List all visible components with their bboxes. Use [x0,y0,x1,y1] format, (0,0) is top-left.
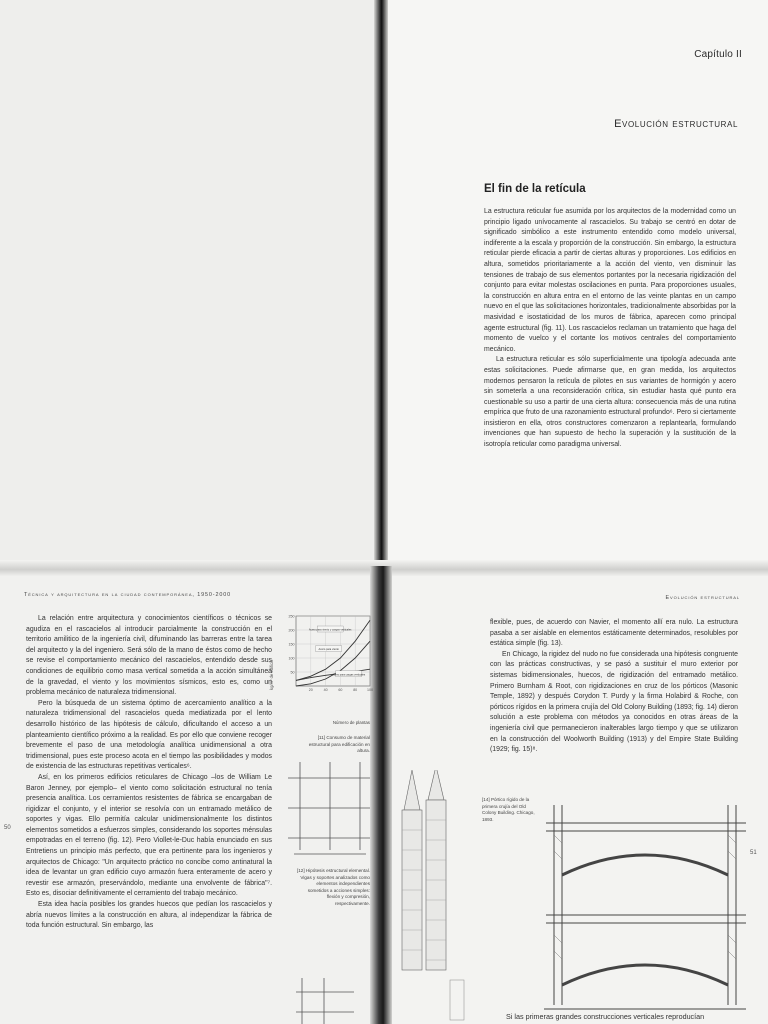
chapter-title: Evolución estructural [614,118,738,130]
running-head-right: Evolución estructural [665,595,740,601]
paragraph: La relación entre arquitectura y conocimientos científicos o técnicos se agudiza en el rascacielos al introducir parcialmente la construcción en el territorio amilitico de la ingeniería civil, difuminando las barreras entre la tarea del arquitecto y la del ingeniero. Será sólo de la mano de éstos como de hecho se revise el comportamiento mecánico del rascacielos, entendido desde sus condiciones de equilibrio como masa vertical sometida a la acción simultánea de la gravedad, el viento y los movimientos sísmicos, esto es, como un problema mecánico de naturaleza tridimensional. [26,615,272,697]
section-title: El fin de la retícula [484,183,586,195]
figure-13-diagram [284,972,370,1024]
y-tick-label: 250 [288,614,295,619]
figure-11-chart [282,612,374,704]
paragraph: Esta idea hacía posibles los grandes huecos que pedían los rascacielos y abría nuevos límites a la construcción en altura, al independizar la fábrica de toda función estructural. Sin embargo, las [26,901,272,930]
y-tick-label: 200 [288,628,295,633]
body-text-left [26,614,272,1024]
x-axis-label: Número de plantas [332,720,370,725]
paragraph: Así, en los primeros edificios reticulares de Chicago –los de William Le Baron Jenney, por ejemplo– el viento como solicitación estructural no tenía presencia analítica. Los cerramientos resistentes de fábrica se encargaban de rigidizar el conjunto, y el interior se resolvía con un entramado metálico de soportes y vigas. Ello permitía calcular unidimensionalmente los distintos elementos sometidos a esfuerzos simples, considerando los soportes ménsulas empotradas en el terreno (fig. 12). Pero Viollet-le-Duc había enunciado en sus Entretiens un principio más perfecto, que era pertinente para los ingenieros y arquitectos de Chicago: "Un arquitecto práctico no concibe como antinatural la idea de levantar un gran edificio cuyo armazón fuera enteramente de acero y revestir ese armazón, preservándolo, mediante una envolvente de fábrica"⁷. Esto es, disociar definitivamente el cerramiento del trabajo mecánico. [26,773,272,898]
x-tick-label: 80 [353,688,358,692]
body-text-top [484,207,736,451]
paragraph: flexible, pues, de acuerdo con Navier, el momento allí era nulo. La estructura pasaba a ser aislable en elementos estáticamente determinados, resolubles por estática simple (fig. 13). [490,619,738,648]
bottom-line-right: Si las primeras grandes construcciones verticales reproducían [506,1012,705,1021]
chapter-label: Capítulo II [694,49,742,60]
running-head-left: Técnica y arquitectura en la ciudad contemporánea, 1950-2000 [24,592,232,598]
body-text-right [490,618,738,756]
figure-12-frame-diagram [284,750,372,860]
book-gutter-top [374,0,388,566]
x-tick-label: 100 [367,688,373,692]
paragraph: La estructura reticular fue asumida por los arquitectos de la modernidad como un principio ligado unívocamente al rascacielos. Su trabajo se centró en dotar de significado simbólico a este instrumento entendido como modelo universal, indiferente a la escala y proporción de la construcción. Sin embargo, la estructura reticular pierde eficacia a partir de ciertas alturas y proporciones. Los edificios en altura, sometidos prioritariamente a la acción del viento, ven disminuir las tensiones de trabajo de sus elementos portantes por la necesaria rigidización del conjunto para evitar molestas oscilaciones en punta. Para proporciones usuales, la construcción en altura entra en el entorno de las veinte plantas en un campo nuevo en el que las solicitaciones horizontales, tradicionalmente absorbidas por la masividad e isostaticidad de los muros de fábrica, aparecen como principal agente estructural (fig. 11). Los rascacielos reclaman un tratamiento que haga del momento de vuelco y el cortante los motivos centrales del comportamiento mecánico. [484,208,736,353]
y-tick-label: 50 [290,670,295,675]
folio-right: 51 [750,850,757,856]
figure-14-caption: [14] Pórtico rígido de la primera crujía del Old Colony Building. Chicago, 1893. [482,797,535,822]
y-tick-label: 100 [288,656,295,661]
annotation-label: Acero para viento [318,648,339,652]
paragraph: En Chicago, la rigidez del nudo no fue considerada una hipótesis congruente con las prácticas constructivas, y se pasó a sustituir el muro exterior por sistemas bidimensionales, huecos, de rigidización del entramado metálico. Primero Burnham & Root, con rigidizaciones en cruz de los pórticos (Masonic Temple, 1892) y después Corydon T. Purdy y la firma Holabird & Roche, con pórticos rígidos en la primera crujía del Old Colony Building (1893; fig. 14) dieron solución a este problema con métodos ya conocidos en otras áreas de la ingeniería civil que permanecieron inalterables largo tiempo y que se utilizaron en la construcción del Woolworth Building (1913) y del Empire State Building (1929; fig. 15)⁸. [490,650,738,754]
folio-left: 50 [4,825,11,831]
x-tick-label: 60 [338,688,343,692]
figure-15-skyscraper-drawings [398,770,468,1024]
annotation-label: Acero para cargas verticales [332,673,366,677]
y-axis-label: kg/m² de edificio [269,659,274,690]
paragraph: Pero la búsqueda de un sistema óptimo de acercamiento analítico a la naturaleza tridimensional del rascacielos queda mediatizada por el lento desarrollo histórico de las hipótesis de cálculo, dificultando el acceso a un planteamiento científico próximo a la realidad. Es por ello que conviene recoger brevemente el paso de una metodología analítica unidimensional a otra tridimensional, pues este proceso acota en el tiempo las posibilidades y modos de existencia de las estructuras repetitivas verticales⁶. [26,699,272,771]
paragraph: La estructura reticular es sólo superficialmente una tipología adecuada ante estas solicitaciones. Puede afirmarse que, en gran medida, los arquitectos modernos pensaron la retícula de pilotes en sus variantes de hormigón y acero sin someterla a una reconsideración crítica, sin estudiar hasta qué punto era cuestionable su uso a partir de una cierta altura: consecuencia más de una rutina empírica que fruto de una razonamiento estructural profundo⁶. Pero si ciertamente insistieron en ella, otros constructores comenzaron a replantearla, formulando invenciones que han supuesto de hecho la superación y la sustitución de la isotropía reticular como paradigma universal. [484,356,736,449]
x-tick-label: 20 [308,688,313,692]
chart-annotations [309,626,366,677]
y-tick-label: 150 [288,642,295,647]
y-tick-labels [289,615,295,675]
x-tick-label: 40 [323,688,328,692]
x-tick-labels [309,688,373,692]
figure-14-portal-frame [540,795,750,1015]
annotation-label: Acero para viento y cargas verticales [308,628,352,632]
blank-page-top-left [0,0,378,560]
figure-12-caption: [12] Hipótesis estructural elemental. Vigas y soportes analizados como elementos independientes sometidos a acciones simples: flexión y compresión, respectivamente. [296,868,370,906]
figure-11-caption: [11] Consumo de material estructural para edificación en altura. [308,735,370,754]
